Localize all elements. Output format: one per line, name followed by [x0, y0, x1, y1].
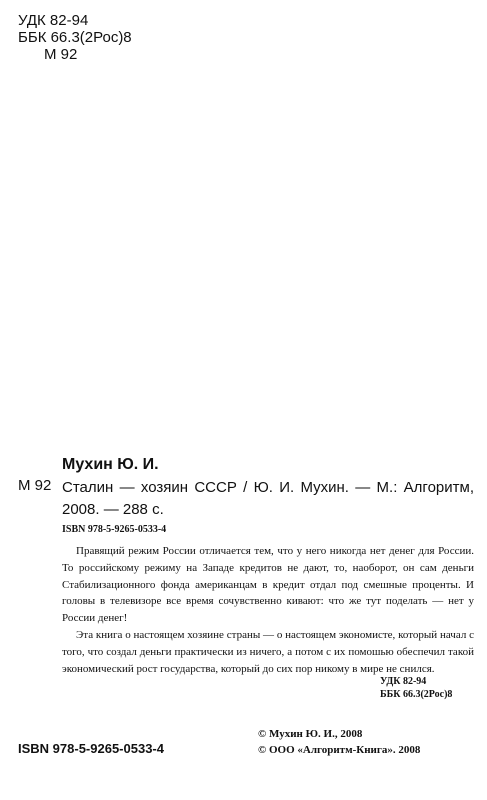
- udk-code: УДК 82-94: [18, 12, 89, 29]
- copyright-publisher: © ООО «Алгоритм-Книга». 2008: [258, 744, 421, 756]
- isbn-footer: ISBN 978-5-9265-0533-4: [18, 741, 164, 756]
- abstract-paragraph-1: Правящий режим России отличается тем, что у него никогда нет денег для России. То российскому режиму на Западе кредитов не дают, то, наоборот, он сам деньги Стабилизационного фонда американцам в кредит отдал под смешные проценты. И головы в телевизоре все время сочувственно кивают: что же тут поделать — нет у России денег!: [62, 545, 474, 625]
- bibliographic-description: Сталин — хозяин СССР / Ю. И. Мухин. — М.: Алгоритм, 2008. — 288 с.: [62, 479, 474, 518]
- abstract: [62, 543, 474, 677]
- bbk-code: ББК 66.3(2Рос)8: [18, 29, 132, 46]
- isbn-record: ISBN 978-5-9265-0533-4: [62, 524, 167, 535]
- udk-code-bottom: УДК 82-94: [380, 676, 427, 687]
- abstract-paragraph-2: Эта книга о настоящем хозяине страны — о настоящем экономисте, который начал с того, что создал деньги практически из ничего, а потом с их помошью обеспечил такой экономический рост государства, который до сих пор никому в мире не снился.: [62, 628, 474, 675]
- copyright-author: © Мухин Ю. И., 2008: [258, 728, 363, 740]
- bbk-code-bottom: ББК 66.3(2Рос)8: [380, 689, 453, 700]
- author-heading: Мухин Ю. И.: [62, 456, 159, 473]
- author-mark: М 92: [44, 46, 78, 63]
- author-mark-left: М 92: [18, 477, 52, 494]
